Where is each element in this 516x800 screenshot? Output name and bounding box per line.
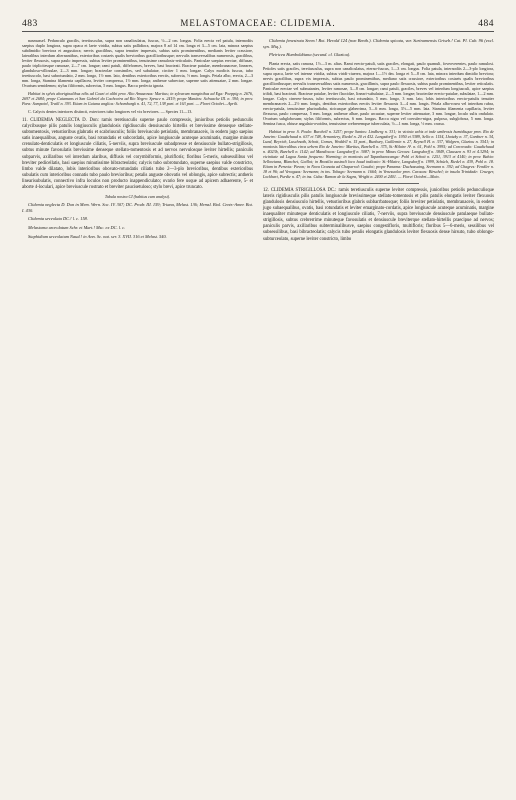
- page-number-left: 483: [22, 19, 38, 29]
- section-note: C. Calycis dentes interiores distincti, exteriores tubo longiores vel vix breviores. — Species 11—13.: [28, 109, 193, 114]
- habitat-paragraph: Habitat in prov. S. Paulo: Burchell n. 3257; prope Santos: Lindberg n. 331; in vicinia urbis et inde umbrosis humidisque prov. Rio de Janeiro: Gaudichaud n. 637 et 748, Armaniery, Riedel n. 20 et 432. Langsdorff n. 1950 et 3389, Sello n. 1154, Lhotzky n. 37, Gardner n. 34, Lund, Beyrich, Luschnath, Schott, Gomes, Weddell n. 15 part., Bunbury, Guillemin n. 27, Reynell H. n. 337, Widgren, Glaziou n. 3541; in montosis litteralibus circa urbem Rio de Janeiro: Martius, Burchell n. 375, St.-Hilaire A¹. n. 61, Pohl n. 3995; ad Corcovado: Gaudichaud n. 4023b, Burchell n. 1142; ad Mandiocca: Langsdorff n. 3087; in prov. Minas Geraes: Langsdorff n. 3849, Claussen n. 93 et 4.3294; in vicinitate ad Lagoa Santa frequens: Warming; in montosis ad Tapanhanocanga: Pohl et Schott n. 1251, 3913 et 4140; in prov. Bahia: Sellowiana, Blanchet, Gaillot; in Brasilia australi loco haud indicato: St.-Hilaire, Langsdorff n. 1999, Schüch, Riedel n. 439, Pohl n. 18. Etiam in Peruvia: Pavon; in Nova Granata ad Chaparral: Goudot; prope Panama: Duchassaing, Seemann n. 392; ad Chagres: Fendler n. 18 et 96; ad Veraguas: Seemann; in ins. Tobago: Seemann n. 1664; in Venezuelae prov. Caracas: Birschel; in insula Trinidade: Crueger, Lockhart, Purdie n. 47; in ins. Cuba: Ramon de la Sagra, Wright n. 2400 et 2401. — Floret Octobri—Maio.: [263, 128, 494, 179]
- running-header: [22, 18, 494, 29]
- synonym: Clidemia neglecta D. Don in Mem. Wern. Soc. IV. 307; DC. Prodr. III. 159; Triana, Melast. 136; Hemsl. Biol. Centr.-Amer. Bot. I. 430.: [22, 202, 253, 213]
- right-column: [263, 38, 494, 246]
- species-description: nasmussel. Pedunculo gracilis, teretiusculus, supra non canaliculatus, fuscus, ½—2 cm. longus. Folia erecta vel patula, internodiis saepius duplo longiora, supra opaca et laete viridia, subtus satis pallidiora, majora 8 ad 14 cm. longa et 3—5 cm. lata, minora saepius subdimidio breviora et angustiora; nervis gracilibus, supra tenuiter impressis, subtus satis prominentibus, medianis leviter crassiore, lateralibus interdum alternantibus, exterioribus costaeis qualis brevioribus gracillioribusque; nervulis transversalibus numerosis, gracilibus, leviter flexuosis, supra paulo impressis, subtus leviter prominentibus, tenuissime ramulosis-reticulatis. Paniculae saepius erectae, diffusae, paulo triplicitesque ramosae, 2—7 cm. longae; rami patuli, diffeformes, breves, basi bracteati. Bracteae patulae, membranaceae, lineares, glandulosa-villosulae, 2—3 mm. longae; bracteolae consimiles, sed subulatae, circiter 1 mm. longae. Calyx modicis fuscus, tubo teretiuscolo, basi subrotundato, 2 mm. longo, 1½ mm. lato, dentibus exterioribus erectis, subrecta, ½ mm. longis. Petala albo, erecta, 2—3 mm. longa, Stamina filamenta capillacea, leviter compressa, 1½ mm. longa; antherae subrectae, superne satis attenuatae, 2 mm. longae. Ovarium semidemm; stylus filiformis, subrectus, 5 mm. longus. Bacca perfecta ignota.: [22, 38, 253, 88]
- species-heading-11: 11. CLIDEMIA NEGLECTA D. Don: ramis teretiusculis superne paulo compressis, junioribus petiolis pedunculis calycibusque pilis patulis longiusculis glandulosis rigidiusculis densiusculo hirtellis et brevissime denseque stellato-subtomentosis, vetustioribus glabratis et scabriusculis; foliis breviusculo petiolatis, membranaceis, in eodem jugo saepius satis inaequalibus, anguste ovatis, basi rotundatis et subcordatis, apice longiuscule acuteque acuminatis, margine minute crenulato-denticulatis et longiuscule ciliatis, 5-nerviis, supra breviuscule subadpresse et densiuscule bullato-strigillosis, subtus minute favosulatis brevissime denseque stellato-tomentosis et ad nervos nervulosque leviter hirtellis; paniculis subparvis, axillaribus vel interdum alaribus, diffusis vel corymbiformis, pluriflorís; floribus 5-meris, subsessilibus vel breviter pedicellatis, basi saepius minutissime bibracteolatis; calycis tubo subrotundato, superne saepius valde constricto, limbo valde dilatato, lobis interioribus obovato-rotundatis ciliatis tubo 2—3-plo brevioribus, dentibus exterioribus subulatis cum interioribus connatis tubo paulo brevioribus; petalis anguste obovatis vel oblongis, apice subrectis; antheris linearisubulatis, connectivo infra loculos non producto inappendiculato; ovario fere usque ad apicem adhaerente, 5- et aborte 4-loculari, apice breviuscule rostrato et breviter paucisetuloso; stylo brevi, apice truncato.: [22, 118, 253, 191]
- synonym: Pleiricea Humboldtiana (secund. cl. Glaziou).: [269, 52, 351, 58]
- synonym: Melastoma urceolatum Schr. et Mart.! Msc. ex DC. l. c.: [28, 224, 126, 230]
- running-title: MELASTOMACEAE: CLIDEMIA.: [180, 18, 336, 28]
- synonym: Clidemia fenestrata Seem.! Bot. Herald 124 (non Benth.). Clidemia spicata, var. Surinamensis Griseb.! Cat. Pl. Cub. 96 (excl. syn. Miq.).: [263, 38, 494, 49]
- page-number-right: 484: [478, 19, 494, 29]
- header-rule: [22, 31, 494, 32]
- plate-reference: Tabula nostra CI (habitus cum analysi).: [104, 194, 171, 200]
- synonym: Clidemia urceolata DC.! l. c. 158.: [28, 216, 88, 222]
- section-divider: [339, 183, 419, 184]
- species-heading-12: 12. CLIDEMIA STRIGILLOSA DC.: ramis teretiusculis superne leviter compressis, junioribus petiolis pedunculisque lateris rigidiusculis pilis patulis longiuscule brevissimeque stellato-tomentosis et pilis patulis elongatis leviter flexuosis glandulosis densiusculo hirtellis, vetustioribus glabris subbarrbatosque; foliis breviter petiolatis, membranaceis, in eodem jugo subaequalibus, ovatis, basi rotundatis et leviter emarginato-cordatis, apice longiuscule acuteque acuminatis, margine inaequaliter minuteque denticulatis et longiuscule ciliatis, 7-nerviis, supra breviuscule densiuscule patulaeque bullato-strigillosis, subtus crebrerrime minuteque favosulatis et densiuscule breviterque stellato-hirtellis praecipue ad nervos; paniculis parvis, axillaribus subterminalibusve, saepius congestifloris, multifloris; floribus 5—6-meris, sessilibus vel subsessilibus, basi bibracteolatis; calycis tubo petalis elongatis glandulosis leviter flexuosis dense hirsuto, tubo oblongo-subturceolato, superne leviter constricto, limbo: [263, 187, 494, 242]
- left-column: [22, 38, 253, 246]
- species-description: Planta erecta, satis ramosa, 1½—3 m. altus. Rami erecto-patuli, satis graciles, elongati, paulo quamuli, foveoverentes, paulo ramulosi. Petioles satis graciles, teretiusculus, supra non canaliculatus, eterno-fuscus, 1—3 cm. longus. Folia patula, internodiis 2—3-plo longiora, supra opaca, laete vel intense viridia, subtus viridi-ciuerea, majora 1—1½ dm. longa et 5—8 cm. lata, minora interdum dimidio breviora; nervis gracilibus, supra vix impressis, subtus paulo prominentibus, mediano satis crassiore, exterioribus costaeis qualis brevioribus gracillioribusque; nervulis transversalibus satis numerosis, gracillimis, supra paulo flexuosis, subtus paulo prominentibus, leviter reticulatis. Paniculae erectae vel subnutantes, leviter ramosae, 3—8 cm. longae; rami patuli, graciles, breves vel interdum longiusculi, apice saepius trifidi, basi bracteati. Bracteae patulae, leviter flaccidae, lineari-subulatae, 2—5 mm. longae; bracteolae erecto-patulae, subulatae, 1—2 mm. longae. Calyx cinereo-fuscus, tubo teretiusculo, basi rotundato, 5 mm. longo, 3 mm. lato, lobis interioribus erecto-patulis tenuiter membranaceis 2—2½ mm. longis, dentibus exterioribus erectis leviter flexuosis 3—4 mm. longis. Petala albo-rosea vel interdum rubra, erecto-patula, tenuissime pluriradiaba, stricusque glaberrima, 5—6 mm. longa, 3½—5 mm. lata. Stamina filamenta capillaria, leviter flexuosa, paulo compressa, 5 mm. longa; antherae albae, paulo arcuatae, superne leviter attenuatae, 3 mm. longae, loculo sulis ondulato. Ovarium subglobosum; stylus filiformis, subrectus, 6 mm. longus. Bacca nigra vel coeruleo-nigra, pulposa, subglobosa, 5 mm. longa. Semina fusca, obtuse angulato-ovoidea, tenuissime crebreremque tuberculata, ½—1 mm. longa, ½ mm. crassa.: [263, 60, 494, 126]
- habitat-paragraph: Habitat in sylvis aboriginalibus nilis ad Cauri et alibi prov. Alto Amazonas: Martius; in sylvarum marginibus ad Ega: Poeppig n. 2676, 2697 et 2684; prope Caiamans et San Gabriel da Cachoeira ad Rio Negro: Spruce n. 2419; prope Manáos: Schwacke III. n. 394; in prov. Para: Sampaio!, Traill n. 393. Etiam in Guiana anglica: Schomburgk n. 41, 72, 77, 138 part. et 163 part. — Floret Octobri—Aprili.: [22, 91, 253, 106]
- synonym: Staphidium urceolatum Naud.! in Ann. Sc. nat. ser. 3. XVII. 316 et Melast. 540.: [28, 233, 167, 239]
- two-column-body: [22, 38, 494, 246]
